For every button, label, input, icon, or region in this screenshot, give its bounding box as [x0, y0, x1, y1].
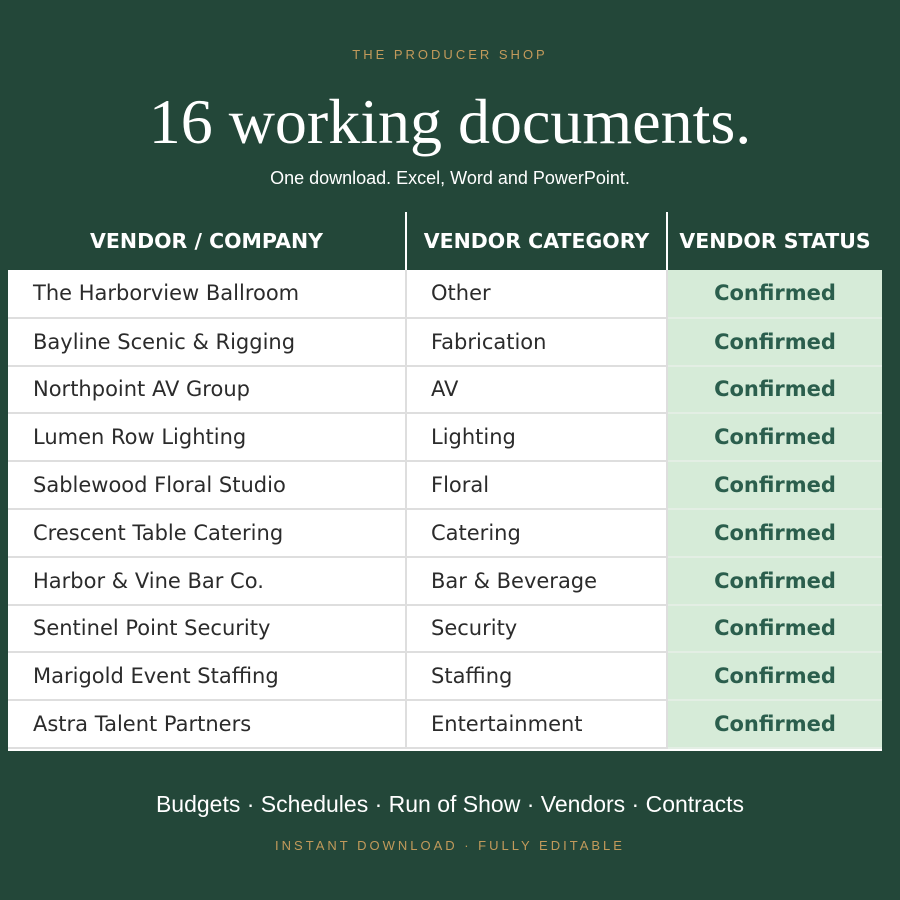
vendor-cell: Harbor & Vine Bar Co. — [8, 557, 406, 605]
table-header-row — [8, 212, 882, 270]
category-cell: Fabrication — [406, 318, 667, 366]
vendor-cell: Marigold Event Staffing — [8, 652, 406, 700]
category-cell: Staffing — [406, 652, 667, 700]
status-cell: Confirmed — [667, 318, 882, 366]
category-cell: Lighting — [406, 413, 667, 461]
headline: 16 working documents. — [148, 86, 752, 157]
vendor-cell: Crescent Table Catering — [8, 509, 406, 557]
vendor-table-grid — [8, 212, 882, 749]
table-row — [8, 652, 882, 700]
status-cell: Confirmed — [667, 605, 882, 653]
category-cell: Floral — [406, 461, 667, 509]
table-row — [8, 557, 882, 605]
header — [0, 0, 900, 212]
vendor-cell: Sentinel Point Security — [8, 605, 406, 653]
table-row — [8, 605, 882, 653]
category-cell: Entertainment — [406, 700, 667, 748]
footer — [0, 751, 900, 900]
status-cell: Confirmed — [667, 509, 882, 557]
category-cell: Catering — [406, 509, 667, 557]
table-row — [8, 270, 882, 318]
category-cell: Security — [406, 605, 667, 653]
category-cell: Bar & Beverage — [406, 557, 667, 605]
table-row — [8, 461, 882, 509]
vendor-cell: The Harborview Ballroom — [8, 270, 406, 318]
column-header-status: VENDOR STATUS — [667, 212, 882, 270]
brand-name: THE PRODUCER SHOP — [352, 47, 548, 62]
feature-list: Budgets · Schedules · Run of Show · Vendors · Contracts — [155, 791, 745, 817]
status-cell: Confirmed — [667, 700, 882, 748]
status-cell: Confirmed — [667, 366, 882, 414]
table-row — [8, 509, 882, 557]
status-cell: Confirmed — [667, 652, 882, 700]
footer-subline: INSTANT DOWNLOAD · FULLY EDITABLE — [275, 838, 625, 853]
category-cell: Other — [406, 270, 667, 318]
column-header-vendor: VENDOR / COMPANY — [8, 212, 406, 270]
vendor-cell: Astra Talent Partners — [8, 700, 406, 748]
table-row — [8, 700, 882, 748]
status-cell: Confirmed — [667, 557, 882, 605]
table-row — [8, 366, 882, 414]
column-header-category: VENDOR CATEGORY — [406, 212, 667, 270]
vendor-table — [8, 212, 882, 751]
status-cell: Confirmed — [667, 461, 882, 509]
vendor-cell: Bayline Scenic & Rigging — [8, 318, 406, 366]
tagline: One download. Excel, Word and PowerPoint. — [270, 168, 630, 188]
vendor-cell: Lumen Row Lighting — [8, 413, 406, 461]
vendor-cell: Northpoint AV Group — [8, 366, 406, 414]
status-cell: Confirmed — [667, 413, 882, 461]
status-cell: Confirmed — [667, 270, 882, 318]
vendor-cell: Sablewood Floral Studio — [8, 461, 406, 509]
table-row — [8, 318, 882, 366]
table-row — [8, 413, 882, 461]
category-cell: AV — [406, 366, 667, 414]
